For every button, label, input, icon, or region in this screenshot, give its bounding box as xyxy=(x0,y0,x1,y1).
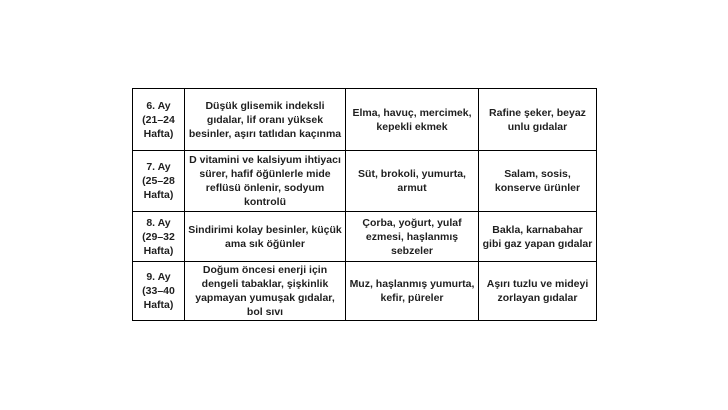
foods-to-avoid-cell: Rafine şeker, beyaz unlu gıdalar xyxy=(479,89,597,151)
month-cell: 8. Ay (29–32 Hafta) xyxy=(133,212,185,262)
table-row xyxy=(133,212,597,262)
table-row xyxy=(133,262,597,321)
foods-to-avoid-cell: Aşırı tuzlu ve mideyi zorlayan gıdalar xyxy=(479,262,597,321)
description-cell: D vitamini ve kalsiyum ihtiyacı sürer, hafif öğünlerle mide reflüsü önlenir, sodyum kontrolü xyxy=(185,151,346,212)
pregnancy-nutrition-table xyxy=(132,88,597,321)
month-cell: 6. Ay (21–24 Hafta) xyxy=(133,89,185,151)
recommended-foods-cell: Elma, havuç, mercimek, kepekli ekmek xyxy=(346,89,479,151)
description-cell: Doğum öncesi enerji için dengeli tabaklar, şişkinlik yapmayan yumuşak gıdalar, bol sıvı xyxy=(185,262,346,321)
recommended-foods-cell: Süt, brokoli, yumurta, armut xyxy=(346,151,479,212)
month-cell: 7. Ay (25–28 Hafta) xyxy=(133,151,185,212)
description-cell: Düşük glisemik indeksli gıdalar, lif oranı yüksek besinler, aşırı tatlıdan kaçınma xyxy=(185,89,346,151)
foods-to-avoid-cell: Bakla, karnabahar gibi gaz yapan gıdalar xyxy=(479,212,597,262)
recommended-foods-cell: Çorba, yoğurt, yulaf ezmesi, haşlanmış sebzeler xyxy=(346,212,479,262)
month-cell: 9. Ay (33–40 Hafta) xyxy=(133,262,185,321)
description-cell: Sindirimi kolay besinler, küçük ama sık öğünler xyxy=(185,212,346,262)
recommended-foods-cell: Muz, haşlanmış yumurta, kefir, püreler xyxy=(346,262,479,321)
table-row xyxy=(133,89,597,151)
table-row xyxy=(133,151,597,212)
foods-to-avoid-cell: Salam, sosis, konserve ürünler xyxy=(479,151,597,212)
